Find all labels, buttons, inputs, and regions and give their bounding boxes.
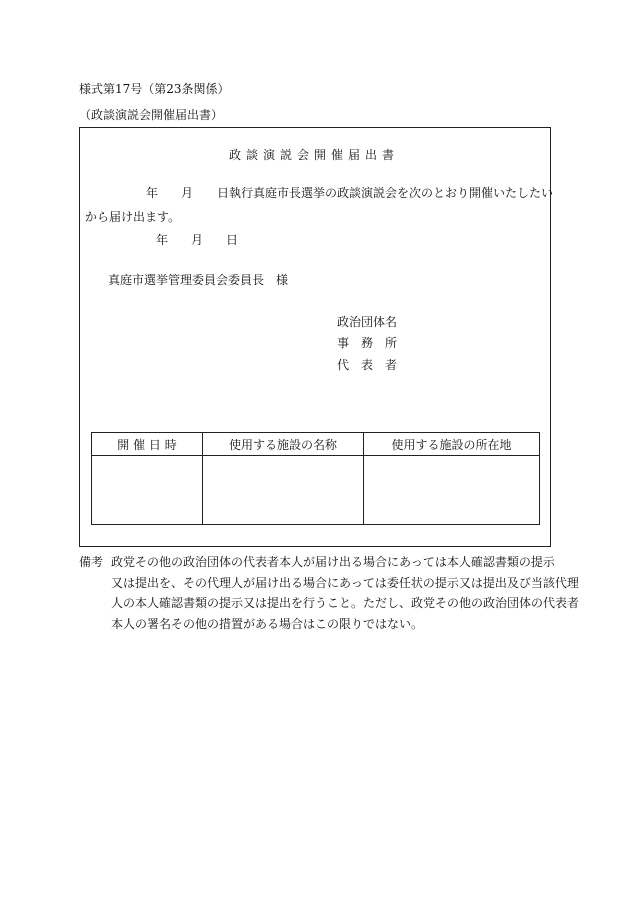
remarks-line: 又は提出を、その代理人が届け出る場合にあっては委任状の提示又は提出及び当該代理 xyxy=(111,575,579,590)
remarks-label: 備考 xyxy=(79,555,104,569)
body-line-2: から届け出ます。 xyxy=(85,210,181,224)
organization-office-label: 事 務 所 xyxy=(337,336,398,350)
submission-year-unit: 年 xyxy=(156,233,169,247)
header-date-time: 開 催 日 時 xyxy=(92,433,203,456)
document-title: 政談演説会開催届出書 xyxy=(229,148,400,162)
table-row xyxy=(92,456,540,525)
form-number: 様式第17号（第23条関係） xyxy=(79,82,230,96)
remarks-line: 政党その他の政治団体の代表者本人が届け出る場合にあっては本人確認書類の提示 xyxy=(111,555,555,569)
cell-facility-location[interactable] xyxy=(364,456,540,525)
cell-facility-name[interactable] xyxy=(203,456,364,525)
recipient: 真庭市選挙管理委員会委員長 様 xyxy=(108,273,289,287)
event-table xyxy=(91,432,540,525)
remarks-line: 本人の署名その他の措置がある場合はこの限りではない。 xyxy=(111,616,424,631)
cell-date-time[interactable] xyxy=(92,456,203,525)
remarks-line: 人の本人確認書類の提示又は提出を行うこと。ただし、政党その他の政治団体の代表者 xyxy=(111,596,580,610)
organization-name-label: 政治団体名 xyxy=(337,315,398,329)
header-facility-name: 使用する施設の名称 xyxy=(203,433,364,456)
table-header-row xyxy=(92,433,540,456)
form-subtitle: （政談演説会開催届出書） xyxy=(79,108,224,122)
body-line-1: 日執行真庭市長選挙の政談演説会を次のとおり開催いたしたい xyxy=(217,186,554,200)
header-facility-location: 使用する施設の所在地 xyxy=(364,433,540,456)
organization-representative-label: 代 表 者 xyxy=(337,358,398,372)
event-month-unit: 月 xyxy=(181,186,194,200)
submission-day-unit: 日 xyxy=(226,233,239,247)
submission-month-unit: 月 xyxy=(191,233,204,247)
event-year-unit: 年 xyxy=(146,186,159,200)
remarks xyxy=(79,552,580,634)
